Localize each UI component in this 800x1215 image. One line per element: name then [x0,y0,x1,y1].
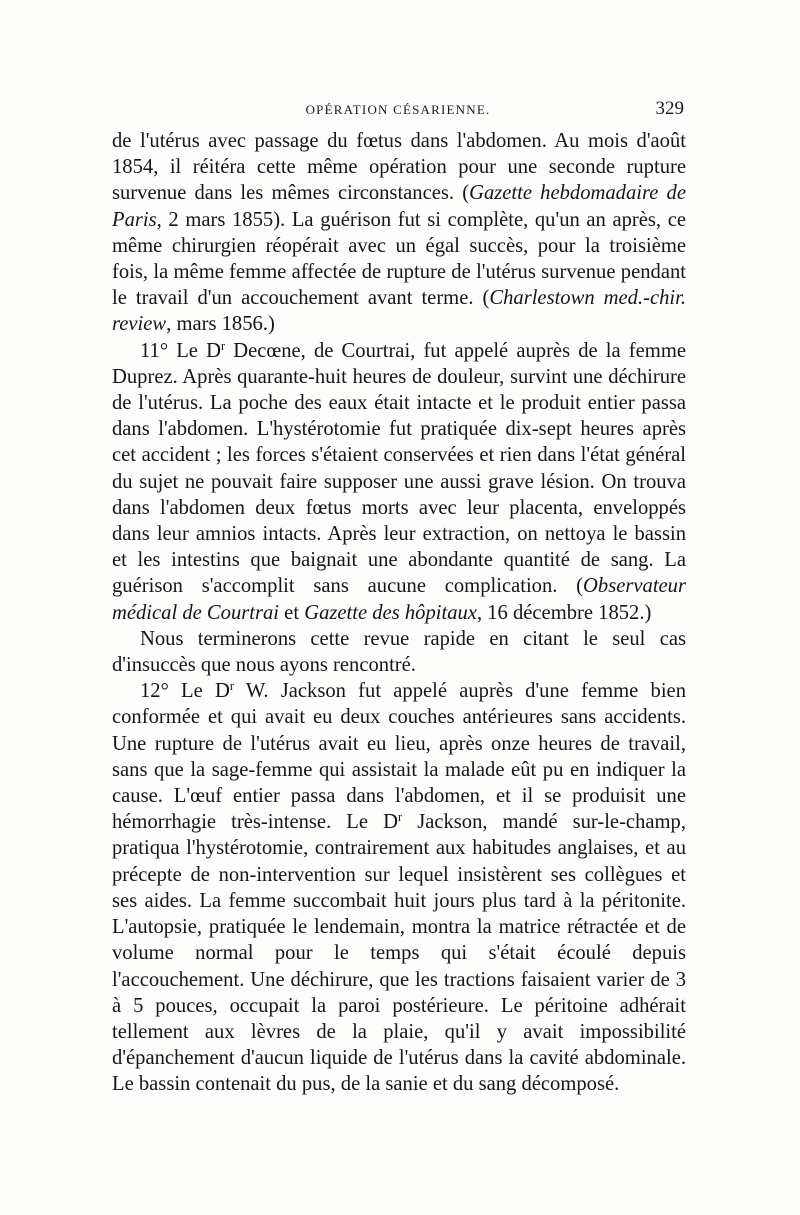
paragraph-transition [112,626,686,678]
text-segment: 11° Le D [140,339,221,362]
text-segment: , mars 1856.) [166,313,275,336]
text-segment: W. Jackson fut appelé auprès d'une femme bien conformée et qui avait eu deux couches antérieures sans accidents. Une rupture de l'utérus avait eu lieu, après onze heures de travail, sans que la sage-femme qui assistait la malade eût pu en indiquer la cause. L'œuf entier passa dans l'abdomen, et il se produisit une hémorrhagie très-intense. Le D [112,680,686,834]
page-header [112,98,684,120]
text-segment: , 2 mars 1855). La guérison fut si complète, qu'un an après, ce même chirurgien réopérait avec un égal succès, pour la troisième fois, la même femme affectée de rupture de l'utérus survenue pendant le travail d'un accouchement avant terme. ( [112,208,686,310]
citation-title: Gazette des hôpitaux [304,601,477,624]
paragraph-case-12 [112,678,686,1097]
text-segment: Jackson, mandé sur-le-champ, pratiqua l'hystérotomie, contrairement aux habitudes anglaises, et au précepte de non-intervention sur lequel insistèrent ses collègues et ses aides. La femme succombait huit jours plus tard à la péritonite. L'autopsie, pratiquée le lendemain, montra la matrice rétractée et de volume normal pour le temps qui s'était écoulé depuis l'accouchement. Une déchirure, que les tractions faisaient varier de 3 à 5 pouces, occupait la paroi postérieure. Le péritoine adhérait tellement aux lèvres de la plaie, qu'il y avait impossibilité d'épanchement d'aucun liquide de l'utérus dans la cavité abdominale. Le bassin contenait du pus, de la sanie et du sang décomposé. [112,811,686,1096]
text-segment: 12° Le D [140,680,230,703]
body-text [112,128,686,1098]
text-segment: , 16 décembre 1852.) [476,601,652,624]
citation-title: Observateur médical de Courtrai [112,575,686,624]
superscript: r [229,679,234,694]
text-segment: Nous terminerons cette revue rapide en citant le seul cas d'insuccès que nous ayons rencontré. [112,627,686,677]
text-segment: et [279,601,305,624]
citation-title: Gazette hebdomadaire de Paris [112,182,686,231]
text-segment: de l'utérus avec passage du fœtus dans l'abdomen. Au mois d'août 1854, il réitéra cette même opération pour une seconde rupture survenue dans les mêmes circonstances. ( [112,130,686,205]
citation-title: Charlestown med.-chir. review [112,287,686,336]
running-title: OPÉRATION CÉSARIENNE. [305,102,491,117]
superscript: r [397,810,403,825]
text-segment: Decœne, de Courtrai, fut appelé auprès de la femme Duprez. Après quarante-huit heures de douleur, survint une déchirure de l'utérus. La poche des eaux était intacte et le produit entier passa dans l'abdomen. L'hystérotomie fut pratiquée dix-sept heures après cet accident ; les forces s'étaient conservées et rien dans l'état général du sujet ne pouvait faire supposer une aussi grave lésion. On trouva dans l'abdomen deux fœtus morts avec leur placenta, enveloppés dans leur amnios intacts. Après leur extraction, on nettoya le bassin et les intestins que baignait une abondante quantité de sang. La guérison s'accomplit sans aucune complication. ( [112,339,686,598]
superscript: r [220,338,226,353]
paragraph-case-11 [112,338,686,626]
paragraph-case-10-continuation [112,128,686,338]
page-number: 329 [655,98,684,119]
